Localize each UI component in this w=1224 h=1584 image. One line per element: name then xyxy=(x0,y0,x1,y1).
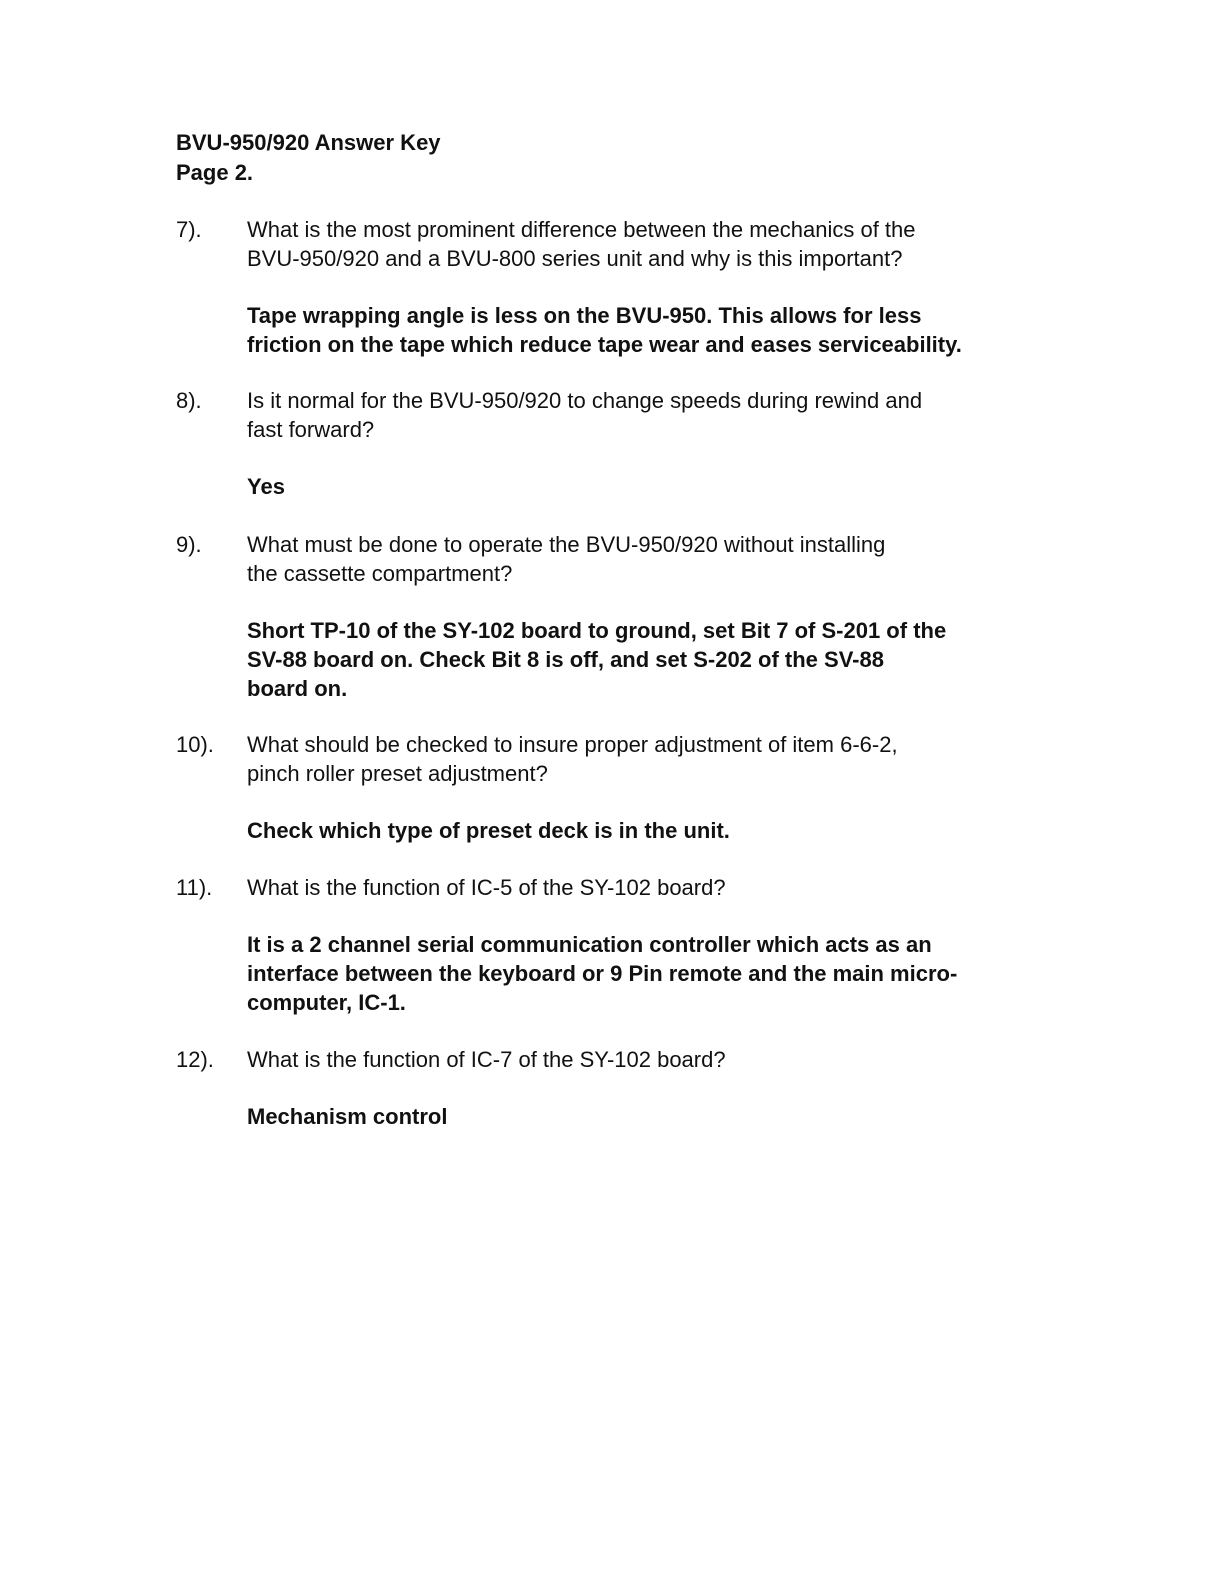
answer-line: It is a 2 channel serial communication controller which acts as an xyxy=(247,932,932,957)
answer-text xyxy=(247,616,1056,703)
answer-text xyxy=(247,472,1056,501)
question-item-8 xyxy=(176,386,1056,501)
document-header xyxy=(176,128,441,188)
question-line: the cassette compartment? xyxy=(247,561,513,586)
answer-text xyxy=(247,816,1056,845)
question-number: 11). xyxy=(176,875,213,900)
answer-line: Check which type of preset deck is in the unit. xyxy=(247,818,730,843)
question-line: What is the function of IC-7 of the SY-102 board? xyxy=(247,1047,726,1072)
question-item-10 xyxy=(176,730,1056,845)
question-number: 12). xyxy=(176,1047,214,1072)
question-text xyxy=(247,386,1056,444)
answer-line: Yes xyxy=(247,474,285,499)
question-item-7 xyxy=(176,215,1056,359)
question-text xyxy=(247,730,1056,788)
question-item-12 xyxy=(176,1045,1056,1131)
question-line: pinch roller preset adjustment? xyxy=(247,761,548,786)
answer-line: Tape wrapping angle is less on the BVU-950. This allows for less xyxy=(247,303,922,328)
answer-line: Short TP-10 of the SY-102 board to ground, set Bit 7 of S-201 of the xyxy=(247,618,947,643)
answer-line: interface between the keyboard or 9 Pin remote and the main micro- xyxy=(247,961,958,986)
question-text xyxy=(247,530,1056,588)
answer-text xyxy=(247,1102,1056,1131)
question-line: BVU-950/920 and a BVU-800 series unit and why is this important? xyxy=(247,246,903,271)
question-number: 10). xyxy=(176,732,214,757)
question-line: What is the function of IC-5 of the SY-102 board? xyxy=(247,875,726,900)
question-number: 7). xyxy=(176,217,202,242)
question-number: 8). xyxy=(176,388,202,413)
question-item-9 xyxy=(176,530,1056,703)
question-line: What must be done to operate the BVU-950/920 without installing xyxy=(247,532,886,557)
question-line: What should be checked to insure proper adjustment of item 6-6-2, xyxy=(247,732,898,757)
answer-line: Mechanism control xyxy=(247,1104,448,1129)
question-line: Is it normal for the BVU-950/920 to change speeds during rewind and xyxy=(247,388,923,413)
question-line: fast forward? xyxy=(247,417,375,442)
page-number: Page 2. xyxy=(176,160,254,185)
question-text xyxy=(247,1045,1056,1074)
answer-line: SV-88 board on. Check Bit 8 is off, and set S-202 of the SV-88 xyxy=(247,647,884,672)
answer-text xyxy=(247,930,1056,1017)
answer-text xyxy=(247,301,1056,359)
document-title: BVU-950/920 Answer Key xyxy=(176,130,441,155)
question-line: What is the most prominent difference between the mechanics of the xyxy=(247,217,916,242)
answer-line: board on. xyxy=(247,676,348,701)
question-text xyxy=(247,215,1056,273)
answer-line: friction on the tape which reduce tape wear and eases serviceability. xyxy=(247,332,962,357)
question-item-11 xyxy=(176,873,1056,1017)
question-text xyxy=(247,873,1056,902)
question-number: 9). xyxy=(176,532,202,557)
answer-line: computer, IC-1. xyxy=(247,990,406,1015)
